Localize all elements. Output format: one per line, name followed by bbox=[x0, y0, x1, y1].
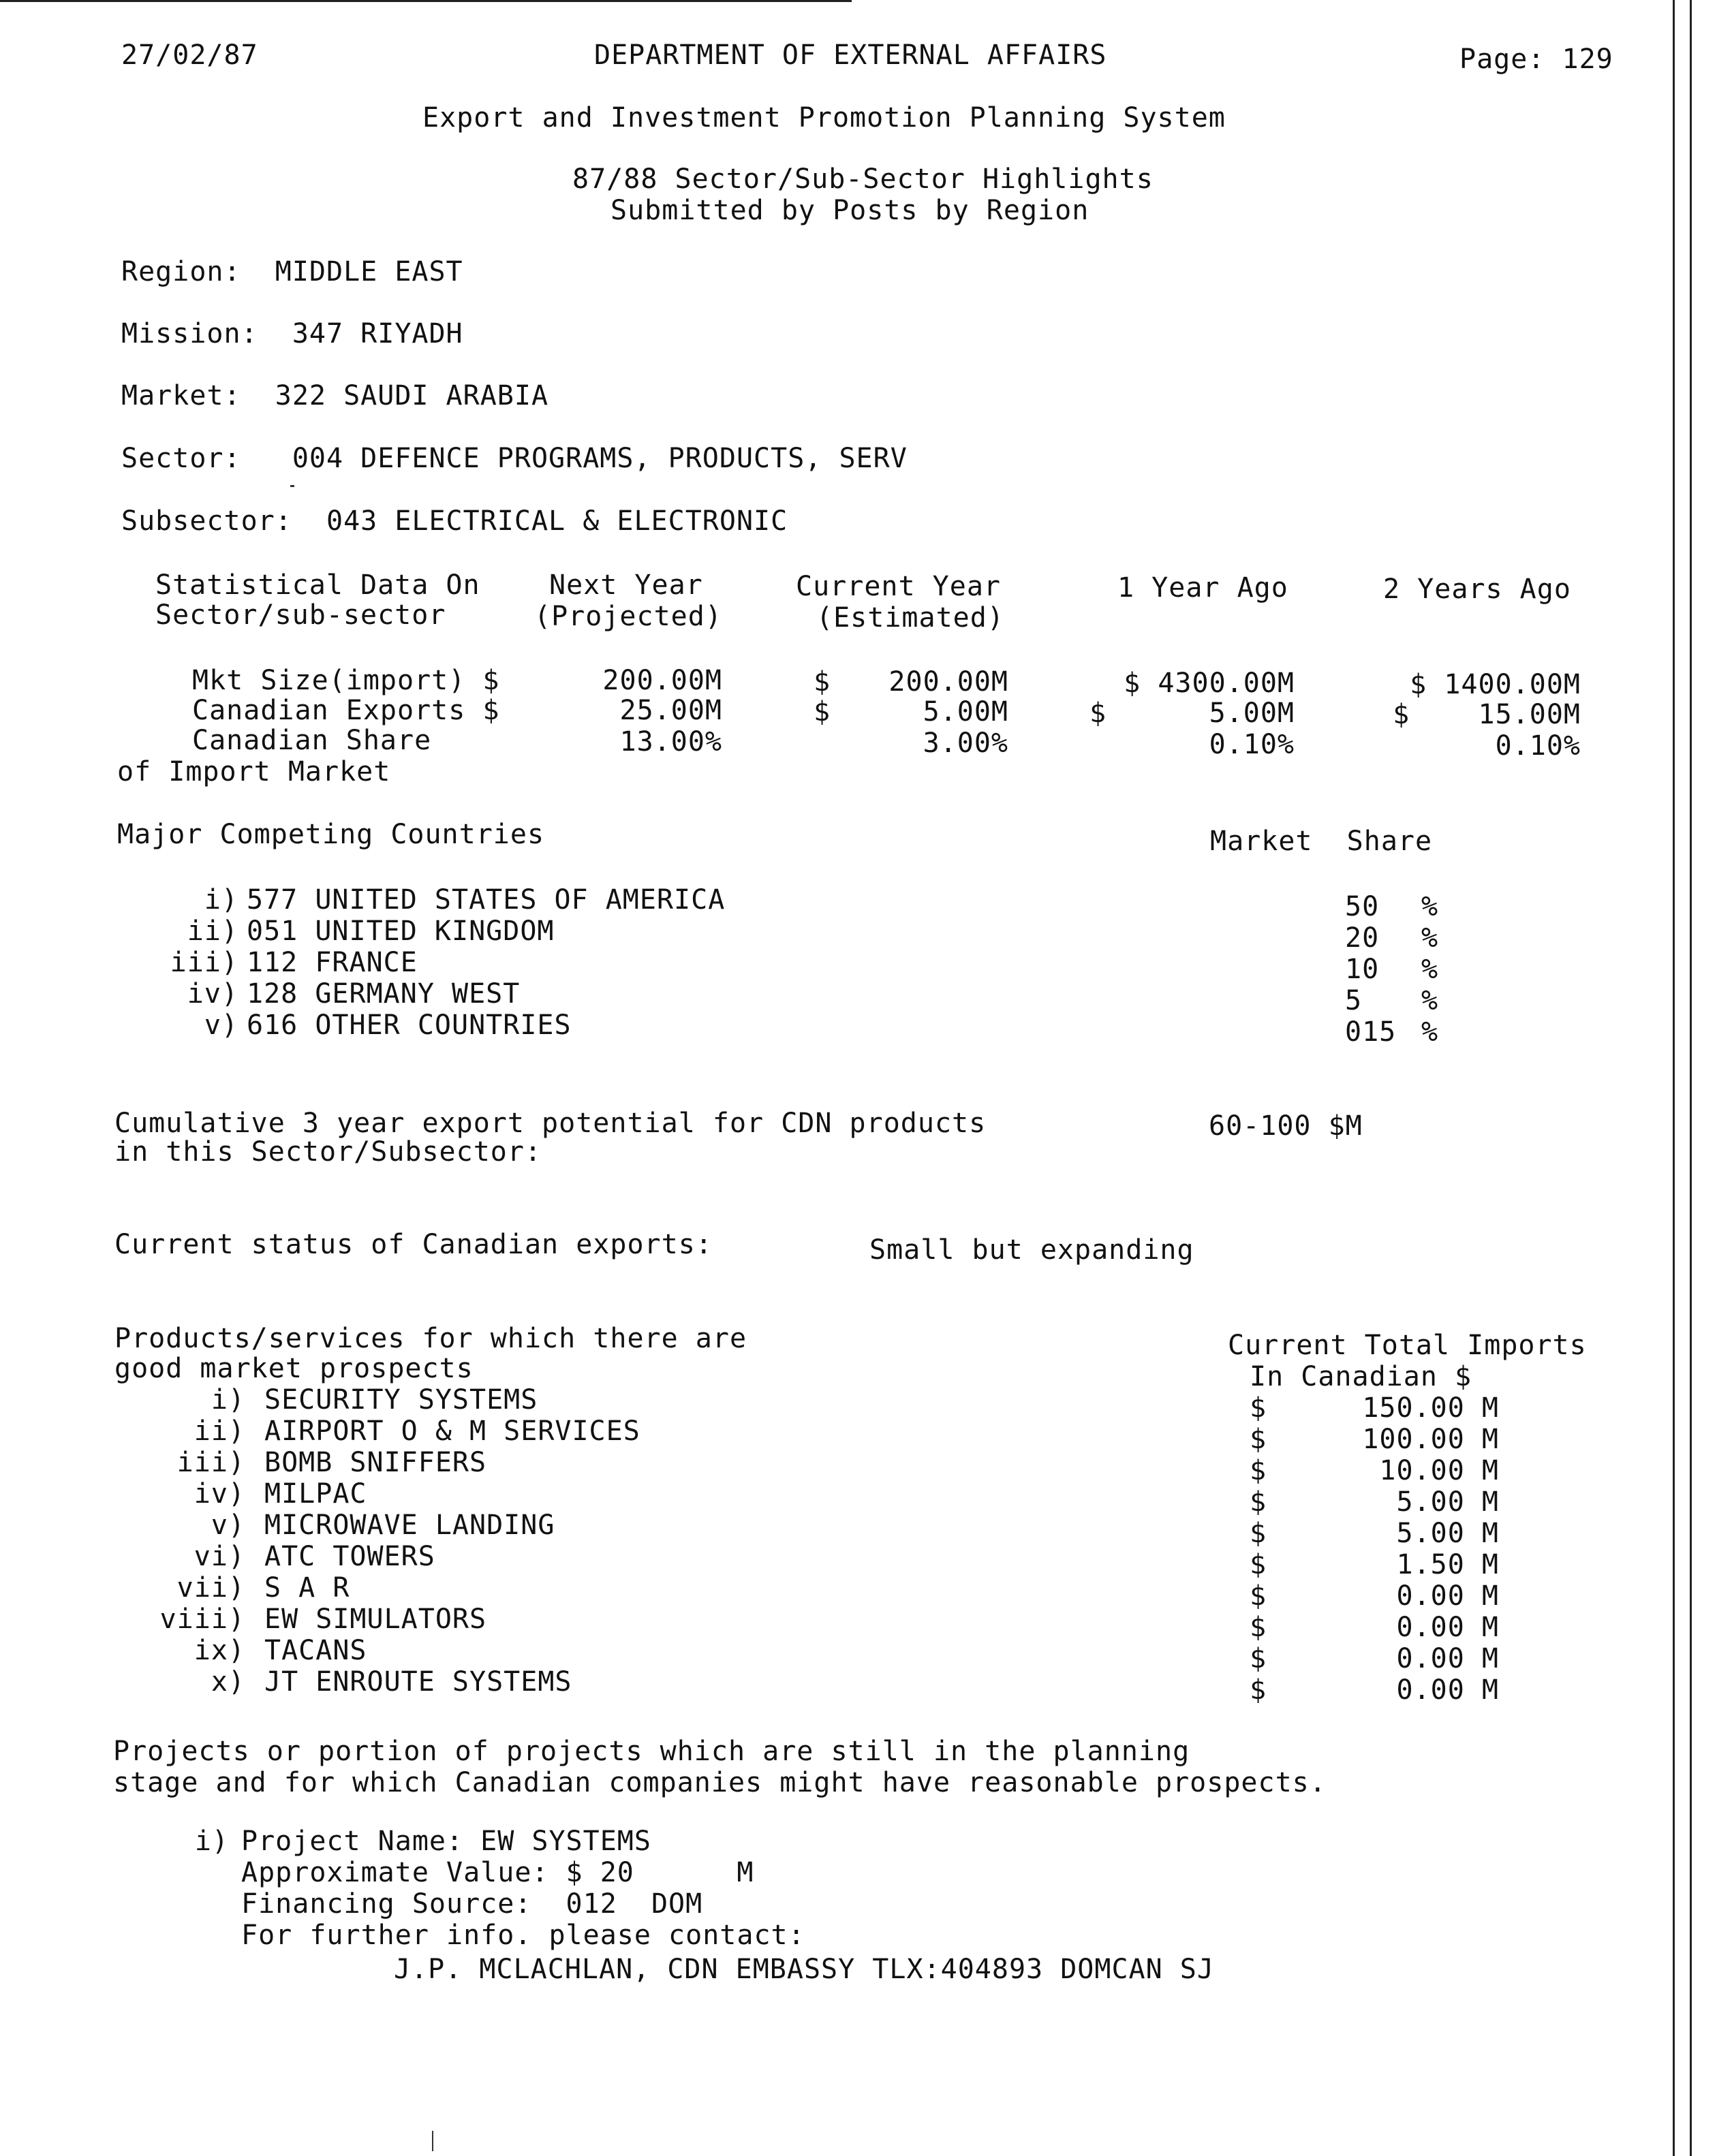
stats-current-value: 5.00M bbox=[923, 696, 1008, 728]
stats-header-next-2: (Projected) bbox=[534, 601, 722, 632]
sector-line: Sector: 004 DEFENCE PROGRAMS, PRODUCTS, SERV bbox=[121, 443, 908, 474]
product-import-value: 10.00 M bbox=[1379, 1455, 1499, 1486]
product-name: ATC TOWERS bbox=[264, 1541, 435, 1572]
competitor-percent: % bbox=[1421, 985, 1439, 1016]
product-name: TACANS bbox=[264, 1635, 367, 1666]
project-value: Approximate Value: $ 20 M bbox=[241, 1857, 754, 1888]
product-name: EW SIMULATORS bbox=[264, 1604, 487, 1635]
competitor-share: 015 bbox=[1345, 1016, 1397, 1048]
stats-header-label-1: Statistical Data On bbox=[155, 569, 480, 601]
product-name: BOMB SNIFFERS bbox=[264, 1447, 487, 1478]
import-market-label: of Import Market bbox=[117, 756, 391, 787]
product-currency: $ bbox=[1250, 1643, 1267, 1674]
competitor-percent: % bbox=[1421, 1016, 1439, 1048]
product-number: iii) bbox=[176, 1447, 245, 1478]
product-currency: $ bbox=[1250, 1392, 1267, 1424]
project-financing: Financing Source: 012 DOM bbox=[241, 1888, 703, 1920]
stats-current-value: 200.00M bbox=[888, 666, 1008, 698]
export-status-label: Current status of Canadian exports: bbox=[114, 1229, 713, 1260]
product-currency: $ bbox=[1250, 1549, 1267, 1580]
stats-two-years-value: $ 15.00M bbox=[1393, 699, 1581, 730]
product-number: iv) bbox=[194, 1478, 245, 1510]
competitor-percent: % bbox=[1421, 922, 1439, 954]
product-number: i) bbox=[211, 1384, 245, 1416]
stats-one-year-value: 0.10% bbox=[1209, 729, 1295, 760]
stats-one-year-value: $ 5.00M bbox=[1089, 698, 1295, 729]
scan-speck bbox=[432, 2131, 433, 2151]
product-currency: $ bbox=[1250, 1518, 1267, 1549]
competitor-percent: % bbox=[1421, 891, 1439, 922]
imports-header-1: Current Total Imports bbox=[1228, 1330, 1587, 1361]
stats-header-one-year: 1 Year Ago bbox=[1117, 572, 1288, 604]
product-currency: $ bbox=[1250, 1486, 1267, 1518]
product-name: MICROWAVE LANDING bbox=[264, 1510, 555, 1541]
stats-header-next-1: Next Year bbox=[549, 569, 703, 601]
product-number: v) bbox=[211, 1510, 245, 1541]
system-title: Export and Investment Promotion Planning System bbox=[422, 102, 1226, 134]
stats-row-label: Mkt Size(import) $ bbox=[192, 665, 500, 696]
competitor-number: iii) bbox=[170, 947, 238, 978]
product-number: vi) bbox=[194, 1541, 245, 1572]
product-currency: $ bbox=[1250, 1580, 1267, 1612]
product-import-value: 1.50 M bbox=[1396, 1549, 1499, 1580]
product-name: AIRPORT O & M SERVICES bbox=[264, 1416, 640, 1447]
competitor-name: 128 GERMANY WEST bbox=[247, 978, 521, 1010]
region-line: Region: MIDDLE EAST bbox=[121, 256, 463, 287]
stats-current-currency: $ bbox=[814, 666, 831, 698]
competitor-number: v) bbox=[204, 1010, 238, 1041]
project-contact-label: For further info. please contact: bbox=[241, 1920, 805, 1951]
competitor-name: 112 FRANCE bbox=[247, 947, 418, 978]
top-scan-edge bbox=[0, 0, 852, 2]
market-share-header: Market Share bbox=[1210, 826, 1433, 857]
product-currency: $ bbox=[1250, 1424, 1267, 1455]
competitor-number: i) bbox=[204, 884, 238, 916]
competitor-share: 5 bbox=[1345, 985, 1363, 1016]
product-import-value: 0.00 M bbox=[1396, 1674, 1499, 1706]
product-name: MILPAC bbox=[264, 1478, 367, 1510]
subsector-line: Subsector: 043 ELECTRICAL & ELECTRONIC bbox=[121, 505, 788, 537]
competitor-percent: % bbox=[1421, 954, 1439, 985]
product-import-value: 150.00 M bbox=[1362, 1392, 1499, 1424]
products-title-1: Products/services for which there are bbox=[114, 1323, 747, 1354]
product-number: x) bbox=[211, 1666, 245, 1698]
projects-intro-2: stage and for which Canadian companies might have reasonable prospects. bbox=[113, 1767, 1327, 1798]
product-import-value: 0.00 M bbox=[1396, 1643, 1499, 1674]
scan-speck bbox=[290, 485, 294, 487]
page-number: Page: 129 bbox=[1459, 44, 1613, 75]
product-number: ix) bbox=[194, 1635, 245, 1666]
stats-two-years-value: $ 1400.00M bbox=[1410, 669, 1581, 700]
competitors-title: Major Competing Countries bbox=[117, 819, 545, 850]
product-name: JT ENROUTE SYSTEMS bbox=[264, 1666, 572, 1698]
competitor-share: 20 bbox=[1345, 922, 1380, 954]
stats-current-currency: $ bbox=[814, 696, 831, 728]
stats-next-value: 25.00M bbox=[619, 695, 722, 726]
product-number: ii) bbox=[194, 1416, 245, 1447]
product-import-value: 100.00 M bbox=[1362, 1424, 1499, 1455]
stats-header-current-1: Current Year bbox=[796, 571, 1001, 602]
mission-line: Mission: 347 RIYADH bbox=[121, 318, 463, 349]
product-import-value: 0.00 M bbox=[1396, 1580, 1499, 1612]
stats-header-label-2: Sector/sub-sector bbox=[155, 599, 446, 631]
report-title: 87/88 Sector/Sub-Sector Highlights bbox=[572, 163, 1154, 195]
export-potential-line-2: in this Sector/Subsector: bbox=[114, 1136, 542, 1168]
right-scan-edge bbox=[1673, 0, 1675, 2156]
product-currency: $ bbox=[1250, 1612, 1267, 1643]
product-import-value: 5.00 M bbox=[1396, 1518, 1499, 1549]
product-import-value: 5.00 M bbox=[1396, 1486, 1499, 1518]
export-potential-line-1: Cumulative 3 year export potential for CDN products bbox=[114, 1108, 987, 1139]
report-subtitle: Submitted by Posts by Region bbox=[610, 195, 1089, 226]
competitor-number: ii) bbox=[187, 916, 238, 947]
competitor-share: 50 bbox=[1345, 891, 1380, 922]
stats-next-value: 13.00% bbox=[619, 726, 722, 757]
stats-header-two-years: 2 Years Ago bbox=[1383, 574, 1571, 605]
market-line: Market: 322 SAUDI ARABIA bbox=[121, 380, 549, 411]
product-name: SECURITY SYSTEMS bbox=[264, 1384, 538, 1416]
project-name: Project Name: EW SYSTEMS bbox=[241, 1826, 651, 1857]
right-scan-edge-outer bbox=[1690, 0, 1692, 2156]
export-potential-value: 60-100 $M bbox=[1209, 1110, 1363, 1142]
competitor-name: 577 UNITED STATES OF AMERICA bbox=[247, 884, 726, 916]
products-title-2: good market prospects bbox=[114, 1353, 474, 1384]
department-name: DEPARTMENT OF EXTERNAL AFFAIRS bbox=[594, 40, 1107, 71]
report-date: 27/02/87 bbox=[121, 40, 258, 71]
competitor-number: iv) bbox=[187, 978, 238, 1010]
product-currency: $ bbox=[1250, 1674, 1267, 1706]
product-number: vii) bbox=[176, 1572, 245, 1604]
stats-current-value: 3.00% bbox=[923, 728, 1008, 759]
stats-row-label: Canadian Share bbox=[192, 725, 432, 756]
imports-header-2: In Canadian $ bbox=[1250, 1361, 1472, 1392]
project-contact: J.P. MCLACHLAN, CDN EMBASSY TLX:404893 DOMCAN SJ bbox=[394, 1954, 1214, 1985]
stats-header-current-2: (Estimated) bbox=[816, 602, 1004, 634]
product-name: S A R bbox=[264, 1572, 350, 1604]
stats-row-label: Canadian Exports $ bbox=[192, 695, 500, 726]
competitor-share: 10 bbox=[1345, 954, 1380, 985]
competitor-name: 051 UNITED KINGDOM bbox=[247, 916, 555, 947]
stats-one-year-value: $ 4300.00M bbox=[1124, 668, 1295, 699]
product-number: viii) bbox=[159, 1604, 245, 1635]
competitor-name: 616 OTHER COUNTRIES bbox=[247, 1010, 572, 1041]
product-import-value: 0.00 M bbox=[1396, 1612, 1499, 1643]
product-currency: $ bbox=[1250, 1455, 1267, 1486]
projects-intro-1: Projects or portion of projects which are still in the planning bbox=[113, 1736, 1190, 1767]
export-status-value: Small but expanding bbox=[869, 1234, 1194, 1266]
stats-two-years-value: 0.10% bbox=[1495, 730, 1581, 762]
project-number: i) bbox=[194, 1826, 229, 1857]
stats-next-value: 200.00M bbox=[602, 665, 722, 696]
